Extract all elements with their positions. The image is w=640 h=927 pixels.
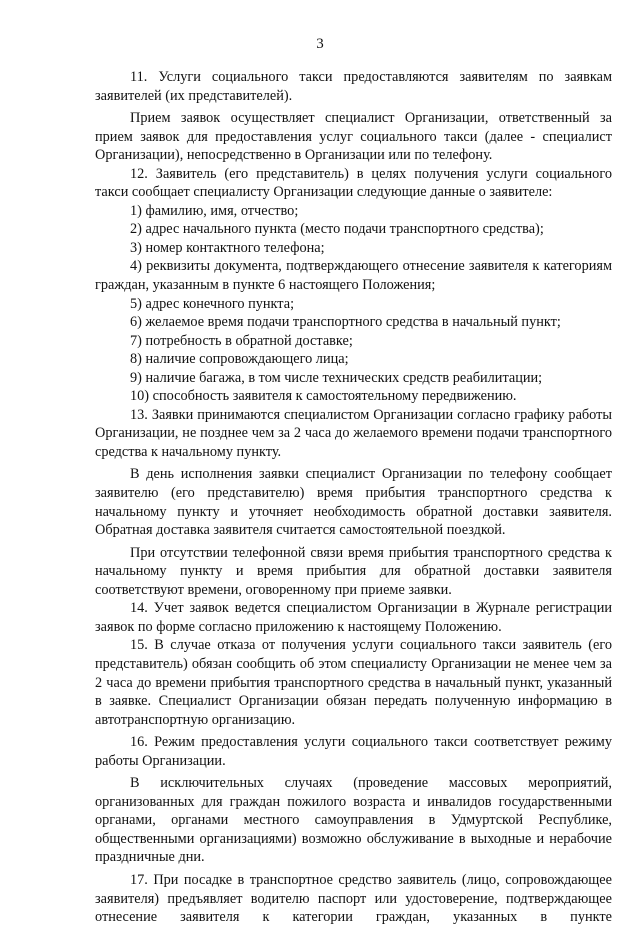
- paragraph-execution-day: В день исполнения заявки специалист Организации по телефону сообщает заявителю (его представителю) время прибытия транспортного средства к начальному пункту и уточняет необходимость обратной доставки заявителя. Обратная доставка заявителя считается самостоятельной поездкой.: [95, 466, 612, 539]
- document-body: [95, 68, 612, 927]
- paragraph-15: 15. В случае отказа от получения услуги социального такси заявитель (его представитель) обязан сообщить об этом специалисту Организации не менее чем за 2 часа до времени прибытия транспортного средства в начальный пункт, указанный в заявке. Специалист Организации обязан передать полученную информацию в автотранспортную организацию.: [95, 637, 612, 728]
- list-item-4: 4) реквизиты документа, подтверждающего отнесение заявителя к категориям граждан, указанным в пункте 6 настоящего Положения;: [95, 258, 612, 294]
- paragraph-applications-reception: Прием заявок осуществляет специалист Организации, ответственный за прием заявок для предоставления услуг социального такси (далее - специалист Организации), непосредственно в Организации или по телефону.: [95, 110, 612, 164]
- list-item-3: 3) номер контактного телефона;: [130, 239, 325, 256]
- list-item-9: 9) наличие багажа, в том числе технических средств реабилитации;: [130, 369, 543, 386]
- list-item-10: 10) способность заявителя к самостоятельному передвижению.: [130, 388, 517, 405]
- paragraph-16: 16. Режим предоставления услуги социального такси соответствует режиму работы Организации.: [95, 734, 612, 769]
- paragraph-13: 13. Заявки принимаются специалистом Организации согласно графику работы Организации, не позднее чем за 2 часа до желаемого времени подачи транспортного средства к начальному пункту.: [95, 406, 612, 460]
- paragraph-no-phone: При отсутствии телефонной связи время прибытия транспортного средства к начальному пункту и время прибытия для обратной доставки заявителя соответствуют времени, оговоренному при приеме заявки.: [95, 544, 612, 598]
- paragraph-12: 12. Заявитель (его представитель) в целях получения услуги социального такси сообщает специалисту Организации следующие данные о заявителе:: [95, 165, 612, 201]
- list-item-8: 8) наличие сопровождающего лица;: [130, 351, 349, 368]
- list-item-5: 5) адрес конечного пункта;: [130, 295, 295, 312]
- paragraph-11: 11. Услуги социального такси предоставляются заявителям по заявкам заявителей (их представителей).: [95, 69, 612, 104]
- list-item-6: 6) желаемое время подачи транспортного средства в начальный пункт;: [130, 314, 561, 331]
- list-item-1: 1) фамилию, имя, отчество;: [130, 202, 299, 219]
- paragraph-14: 14. Учет заявок ведется специалистом Организации в Журнале регистрации заявок по форме согласно приложению к настоящему Положению.: [95, 600, 612, 635]
- paragraph-17: 17. При посадке в транспортное средство заявитель (лицо, сопровождающее заявителя) предъявляет водителю паспорт или удостоверение, подтверждающее отнесение заявителя к категории граждан, указанных в пункте: [95, 871, 612, 926]
- page-number: 3: [316, 36, 324, 52]
- list-item-2: 2) адрес начального пункта (место подачи транспортного средства);: [130, 221, 544, 238]
- list-item-7: 7) потребность в обратной доставке;: [130, 332, 353, 349]
- paragraph-exceptional-cases: В исключительных случаях (проведение массовых мероприятий, организованных для граждан пожилого возраста и инвалидов государственными органами, органами местного самоуправления в Удмуртской Республике, общественными организациями) возможно обслуживание в выходные и нерабочие праздничные дни.: [95, 775, 612, 866]
